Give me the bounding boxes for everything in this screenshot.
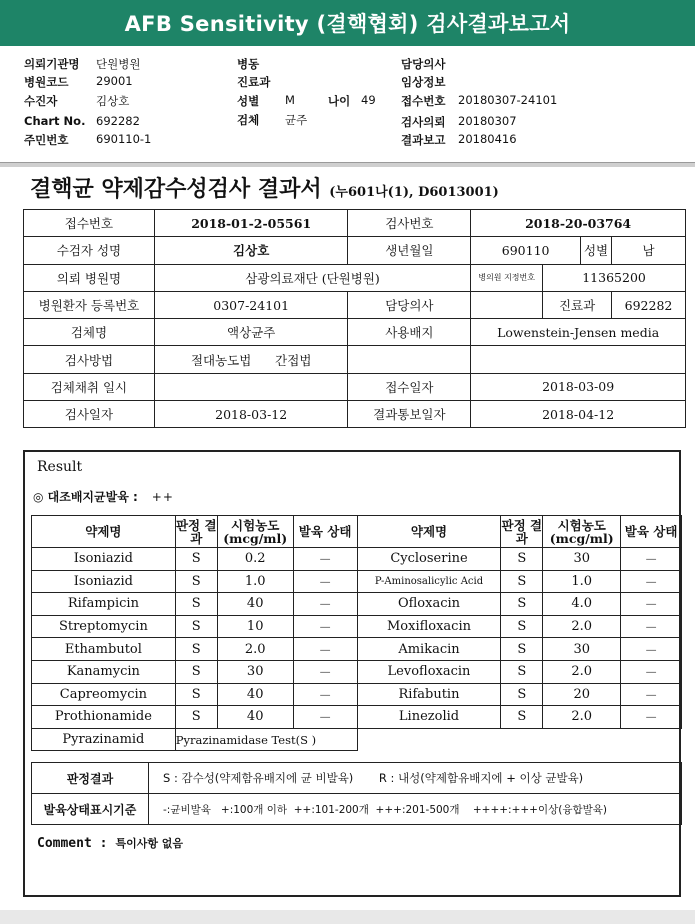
dept-value: 692282 — [612, 291, 686, 318]
drug-conc-cell: 0.2 — [217, 548, 293, 571]
drug-conc-cell: 30 — [543, 638, 621, 661]
header-divider — [0, 162, 695, 167]
conc-header: 시험농도 (mcg/ml) — [217, 516, 293, 548]
drug-conc-cell: 20 — [543, 683, 621, 706]
receipt-value: 20180307-24101 — [458, 93, 558, 107]
drug-row — [32, 683, 682, 706]
tested-value: 2018-03-12 — [154, 401, 348, 428]
drug-conc-cell: 2.0 — [543, 615, 621, 638]
judge-header: 판정 결과 — [175, 517, 217, 546]
birth-value: 690110 — [471, 237, 581, 264]
patient-name: 김상호 — [154, 237, 348, 264]
drug-judge-cell: S — [501, 548, 543, 571]
dept-label: 진료과 — [543, 291, 612, 318]
comment — [37, 835, 183, 851]
growth-legend-label: 발육상태표시기준 — [32, 794, 149, 825]
hospital-name: 삼광의료재단 (단원병원) — [154, 264, 470, 291]
request-value: 20180307 — [458, 114, 517, 128]
notice-value: 2018-04-12 — [471, 401, 686, 428]
collector-label: 수진자 — [24, 94, 58, 108]
request-label: 검사의뢰 — [401, 115, 446, 129]
growth-legend: -:균비발육 +:100개 이하 ++:101-200개 +++:201-500개 ++++:+++이상(융합발육) — [149, 794, 682, 825]
drug-growth-cell: － — [293, 706, 357, 729]
received-label: 접수일자 — [348, 373, 471, 400]
drug-row — [32, 548, 682, 571]
code-value: 29001 — [96, 74, 133, 88]
result-label: Result — [37, 459, 83, 475]
judge-legend — [149, 763, 682, 794]
medium-value: Lowenstein-Jensen media — [471, 319, 686, 346]
method-label: 검사방법 — [24, 346, 155, 373]
drug-conc-cell: 40 — [217, 683, 293, 706]
patient-label: 수검자 성명 — [24, 237, 155, 264]
drug-drug-cell: Isoniazid — [32, 548, 176, 571]
dept-label: 진료과 — [237, 75, 271, 89]
reg-no: 0307-24101 — [154, 291, 348, 318]
drug-conc-cell: 1.0 — [217, 570, 293, 593]
drug-judge-cell: S — [501, 593, 543, 616]
drug-conc-cell: 40 — [217, 706, 293, 729]
drug-judge-cell: S — [501, 660, 543, 683]
reg-no-label: 병원환자 등록번호 — [24, 291, 155, 318]
org-label: 의뢰기관명 — [24, 57, 80, 71]
bottom-strip — [0, 910, 695, 924]
drug-judge-cell: S — [175, 683, 217, 706]
drug-judge-cell: S — [501, 615, 543, 638]
specimen-value: 액상균주 — [154, 319, 348, 346]
hosp-code: 11365200 — [543, 264, 686, 291]
drug-growth-cell: － — [621, 593, 682, 616]
age-value: 49 — [361, 93, 376, 107]
drug-header: 약제명 — [357, 516, 501, 548]
comment-value: 특이사항 없음 — [115, 837, 184, 850]
test-no-label: 검사번호 — [348, 210, 471, 237]
title-code: (누601나(1), D6013001) — [329, 185, 499, 200]
growth-header: 발육 상태 — [621, 516, 682, 548]
sex-label: 성별 — [237, 94, 260, 108]
report-value: 20180416 — [458, 132, 517, 146]
drug-growth-cell: － — [293, 683, 357, 706]
collect-value — [154, 373, 348, 400]
drug-drug-cell: Cycloserine — [357, 548, 501, 571]
drug-drug-cell: Ethambutol — [32, 638, 176, 661]
notice-label: 결과통보일자 — [348, 401, 471, 428]
drug-growth-cell: － — [621, 570, 682, 593]
drug-conc-cell: 30 — [543, 548, 621, 571]
drug-drug-cell: Amikacin — [357, 638, 501, 661]
empty-cell — [471, 346, 686, 373]
doctor-label: 담당의사 — [401, 57, 446, 71]
growth-header: 발육 상태 — [293, 516, 357, 548]
drug-judge-cell: S — [175, 660, 217, 683]
drug-growth-cell: － — [293, 660, 357, 683]
control-growth-label: ◎ 대조배지균발육 : — [33, 490, 138, 504]
sex-label: 성별 — [581, 237, 612, 264]
judge-header: 판정 결과 — [501, 517, 543, 546]
patient-info-table — [23, 209, 686, 428]
drug-conc-cell: 2.0 — [543, 660, 621, 683]
request-header — [0, 46, 695, 164]
document-title — [30, 172, 499, 203]
drug-conc-cell: 2.0 — [217, 638, 293, 661]
chart-label: Chart No. — [24, 114, 86, 128]
chart-value: 692282 — [96, 114, 140, 128]
drug-row — [32, 660, 682, 683]
control-growth-value: ++ — [151, 490, 174, 504]
drug-header: 약제명 — [32, 516, 176, 548]
receipt-no: 2018-01-2-05561 — [154, 210, 348, 237]
drug-row — [32, 638, 682, 661]
judge-legend-label: 판정결과 — [32, 763, 149, 794]
receipt-label: 접수번호 — [401, 94, 446, 108]
drug-drug-cell: Prothionamide — [32, 706, 176, 729]
drug-judge-cell: S — [175, 706, 217, 729]
drug-drug-cell: Rifabutin — [357, 683, 501, 706]
empty-cell — [348, 346, 471, 373]
drug-growth-cell: － — [293, 615, 357, 638]
drug-conc-cell: 4.0 — [543, 593, 621, 616]
reg-value: 690110-1 — [96, 132, 152, 146]
collect-label: 검체채취 일시 — [24, 373, 155, 400]
org-value: 단원병원 — [96, 57, 141, 71]
specimen-label: 검체명 — [24, 319, 155, 346]
drug-growth-cell: － — [621, 548, 682, 571]
collector-value: 김상호 — [96, 94, 130, 108]
received-value: 2018-03-09 — [471, 373, 686, 400]
drug-growth-cell: － — [293, 548, 357, 571]
drug-growth-cell: － — [293, 593, 357, 616]
drug-conc-cell: 10 — [217, 615, 293, 638]
control-growth — [33, 488, 174, 505]
specimen-value: 균주 — [285, 113, 308, 127]
method-value — [154, 346, 348, 373]
age-label: 나이 — [328, 94, 351, 108]
doctor-value — [471, 291, 543, 318]
judge-legend-r: R : 내성(약제함유배지에 + 이상 균발육) — [378, 771, 584, 785]
drug-growth-cell: － — [621, 660, 682, 683]
drug-growth-cell: － — [293, 570, 357, 593]
sex-value: M — [285, 93, 295, 107]
drug-rows — [32, 548, 682, 729]
drug-drug-cell: Moxifloxacin — [357, 615, 501, 638]
pza-result: Pyrazinamidase Test(S ) — [175, 728, 357, 751]
drug-drug-cell: Ofloxacin — [357, 593, 501, 616]
pza-drug: Pyrazinamid — [32, 728, 176, 751]
birth-label: 생년월일 — [348, 237, 471, 264]
sex-value: 남 — [612, 237, 686, 264]
drug-judge-cell: S — [175, 593, 217, 616]
drug-drug-cell: Levofloxacin — [357, 660, 501, 683]
reg-label: 주민번호 — [24, 133, 69, 147]
drug-conc-cell: 1.0 — [543, 570, 621, 593]
method-absolute: 절대농도법 — [190, 352, 252, 368]
report-banner: AFB Sensitivity (결핵협회) 검사결과보고서 — [0, 0, 695, 46]
hosp-code-label: 병의원 지정번호 — [471, 264, 543, 291]
judge-legend-s: S : 감수성(약제함유배지에 균 비발육) — [163, 771, 354, 785]
drug-judge-cell: S — [501, 570, 543, 593]
clinical-label: 임상정보 — [401, 75, 446, 89]
legend-table — [31, 762, 682, 825]
drug-table — [31, 515, 682, 751]
drug-growth-cell: － — [621, 683, 682, 706]
specimen-label: 검체 — [237, 113, 260, 127]
method-indirect: 간접법 — [275, 352, 312, 368]
drug-growth-cell: － — [621, 615, 682, 638]
drug-growth-cell: － — [293, 638, 357, 661]
hospital-label: 의뢰 병원명 — [24, 264, 155, 291]
drug-row — [32, 615, 682, 638]
drug-judge-cell: S — [175, 570, 217, 593]
drug-growth-cell: － — [621, 706, 682, 729]
drug-judge-cell: S — [175, 548, 217, 571]
medium-label: 사용배지 — [348, 319, 471, 346]
drug-row — [32, 570, 682, 593]
drug-judge-cell: S — [175, 615, 217, 638]
comment-label: Comment : — [37, 836, 108, 851]
drug-growth-cell: － — [621, 638, 682, 661]
drug-drug-cell: P-Aminosalicylic Acid — [357, 570, 501, 593]
drug-conc-cell: 40 — [217, 593, 293, 616]
drug-drug-cell: Streptomycin — [32, 615, 176, 638]
report-label: 결과보고 — [401, 133, 446, 147]
drug-judge-cell: S — [501, 683, 543, 706]
receipt-no-label: 접수번호 — [24, 210, 155, 237]
drug-drug-cell: Kanamycin — [32, 660, 176, 683]
drug-row — [32, 593, 682, 616]
title-text: 결핵균 약제감수성검사 결과서 — [30, 176, 322, 202]
drug-judge-cell: S — [501, 638, 543, 661]
drug-conc-cell: 30 — [217, 660, 293, 683]
tested-label: 검사일자 — [24, 401, 155, 428]
drug-drug-cell: Isoniazid — [32, 570, 176, 593]
drug-drug-cell: Rifampicin — [32, 593, 176, 616]
ward-label: 병동 — [237, 57, 260, 71]
drug-judge-cell: S — [175, 638, 217, 661]
drug-judge-cell: S — [501, 706, 543, 729]
test-no: 2018-20-03764 — [471, 210, 686, 237]
doctor-label: 담당의사 — [348, 291, 471, 318]
drug-drug-cell: Capreomycin — [32, 683, 176, 706]
drug-row — [32, 706, 682, 729]
drug-drug-cell: Linezolid — [357, 706, 501, 729]
code-label: 병원코드 — [24, 75, 69, 89]
empty-cell — [357, 728, 681, 751]
drug-conc-cell: 2.0 — [543, 706, 621, 729]
conc-header: 시험농도 (mcg/ml) — [543, 516, 621, 548]
